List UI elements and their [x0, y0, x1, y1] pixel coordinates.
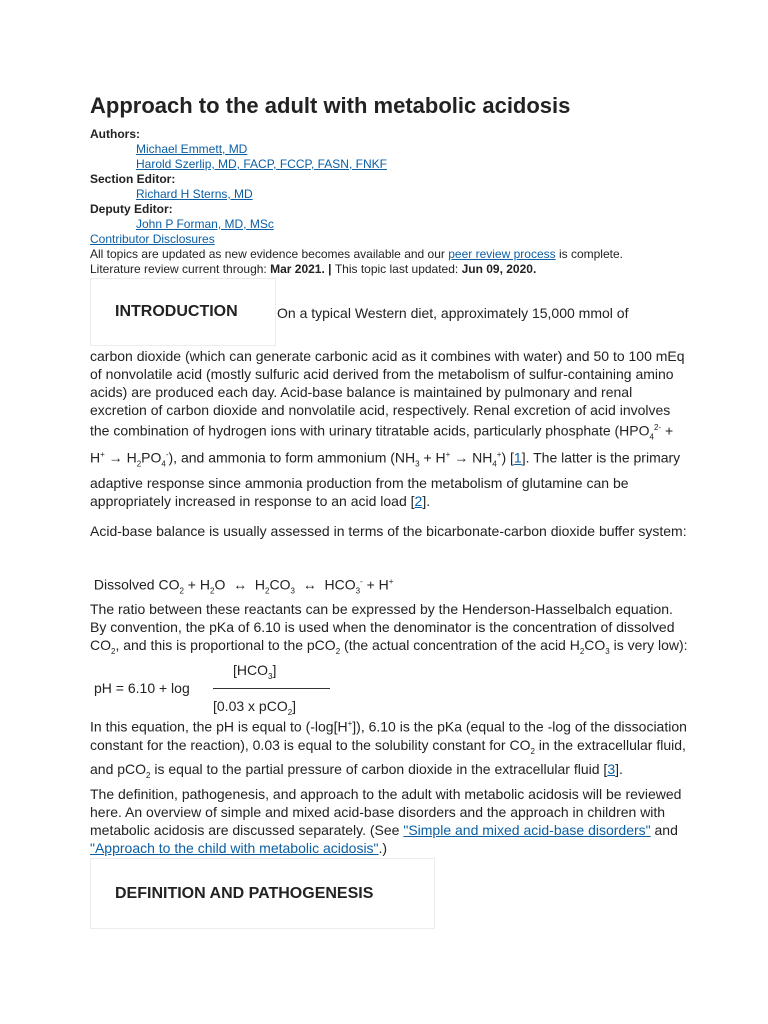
last-updated-date: Jun 09, 2020.: [461, 262, 537, 276]
author-link-emmett[interactable]: Michael Emmett, MD: [136, 142, 248, 156]
paragraph-buffer-system: Acid-base balance is usually assessed in terms of the bicarbonate-carbon dioxide buffer system:: [90, 523, 687, 539]
section-editor-label: Section Editor:: [90, 172, 176, 186]
peer-review-link[interactable]: peer review process: [448, 247, 556, 261]
buffer-equation: Dissolved $CO_2 + H_2O$ ↔ $H_2CO_3$ ↔ $HCO_3^- + H^+$: [90, 576, 394, 596]
reference-link-2[interactable]: 2: [414, 492, 423, 509]
update-note: All topics are updated as new evidence becomes available and our peer review process is complete.: [90, 247, 623, 261]
deputy-editor-label: Deputy Editor:: [90, 202, 173, 216]
formula-lhs: pH = 6.10 + log: [94, 680, 190, 696]
page-title: Approach to the adult with metabolic acidosis: [90, 93, 571, 118]
introduction-heading-box: [90, 278, 276, 346]
intro-first-line: On a typical Western diet, approximately 15,000 mmol of: [277, 305, 629, 321]
authors-label: Authors:: [90, 127, 140, 141]
reference-link-3[interactable]: 3: [607, 761, 616, 778]
contributor-disclosures-link[interactable]: Contributor Disclosures: [90, 232, 215, 246]
introduction-heading: INTRODUCTION: [115, 303, 238, 320]
definition-heading-box: [90, 858, 435, 929]
fraction-bar: [213, 688, 330, 689]
formula-denominator: [0.03 x pCO$_2$]: [213, 698, 297, 717]
link-child-metabolic-acidosis[interactable]: "Approach to the child with metabolic acidosis": [90, 840, 379, 857]
paragraph-equation-terms: In this equation, the pH is equal to (-log[H+]), 6.10 is the pKa (equal to the -log of the dissociation constant for the reaction), 0.03 is equal to the solubility constant for $CO_2$ in the extracellular fluid, and pCO$_2$ is equal to the partial pressure of carbon dioxide in the extracellular fluid [3]. The definition, pathogenesis, and approach to the adult with metabolic acidosis will be reviewed here. An overview of simple and mixed acid-base disorders and the approach in children with metabolic acidosis are discussed separately. (See "Simple and mixed acid-base disorders" and "Approach to the child with metabolic acidosis".): [90, 715, 690, 857]
author-link-szerlip[interactable]: Harold Szerlip, MD, FACP, FCCP, FASN, FNKF: [136, 157, 387, 171]
link-simple-mixed-disorders[interactable]: "Simple and mixed acid-base disorders": [403, 822, 651, 839]
definition-heading: DEFINITION AND PATHOGENESIS: [115, 885, 374, 902]
paragraph-acid-production: carbon dioxide (which can generate carbonic acid as it combines with water) and 50 to 100 mEq of nonvolatile acid (mostly sulfuric acid derived from the metabolism of sulfur-containing amino acids) are produced each day. Acid-base balance is maintained by pulmonary and renal excretion of carbon dioxide and nonvolatile acid, respectively. Renal excretion of acid involves the combination of hydrogen ions with urinary titratable acids, particularly phosphate $(HPO_4^{2-} + H^+ \to H_2PO_4^-)$, and ammonia to form ammonium $(NH_3 + H^+ \to NH_4^+)$ [1]. The latter is the primary adaptive response since ammonia production from the metabolism of glutamine can be appropriately increased in response to an acid load [2].: [90, 348, 685, 509]
formula-numerator: $[HCO_3]$: [233, 662, 277, 681]
section-editor-link[interactable]: Richard H Sterns, MD: [136, 187, 253, 201]
deputy-editor-link[interactable]: John P Forman, MD, MSc: [136, 217, 274, 231]
paragraph-overview: The definition, pathogenesis, and approach to the adult with metabolic acidosis will be reviewed here. An overview of simple and mixed acid-base disorders and the approach in children with metabolic acidosis are discussed separately. (See "Simple and mixed acid-base disorders" and "Approach to the child with metabolic acidosis".): [90, 786, 682, 857]
reference-link-1[interactable]: 1: [513, 450, 522, 467]
review-date: Mar 2021.: [270, 262, 325, 276]
article-meta: [90, 127, 690, 277]
paragraph-henderson-hasselbalch: Dissolved $CO_2 + H_2O$ ↔ $H_2CO_3$ ↔ $HCO_3^- + H^+$ The ratio between these reactants can be expressed by the Henderson-Hasselbalch equation. By convention, the pKa of 6.10 is used when the denominator is the concentration of dissolved $CO_2$, and this is proportional to the pCO$_2$ (the actual concentration of the acid $H_2CO_3$ is very low):: [90, 573, 690, 661]
literature-review-line: Literature review current through: Mar 2021. | This topic last updated: Jun 09, 2020.: [90, 262, 537, 276]
henderson-hasselbalch-formula: [90, 662, 390, 716]
